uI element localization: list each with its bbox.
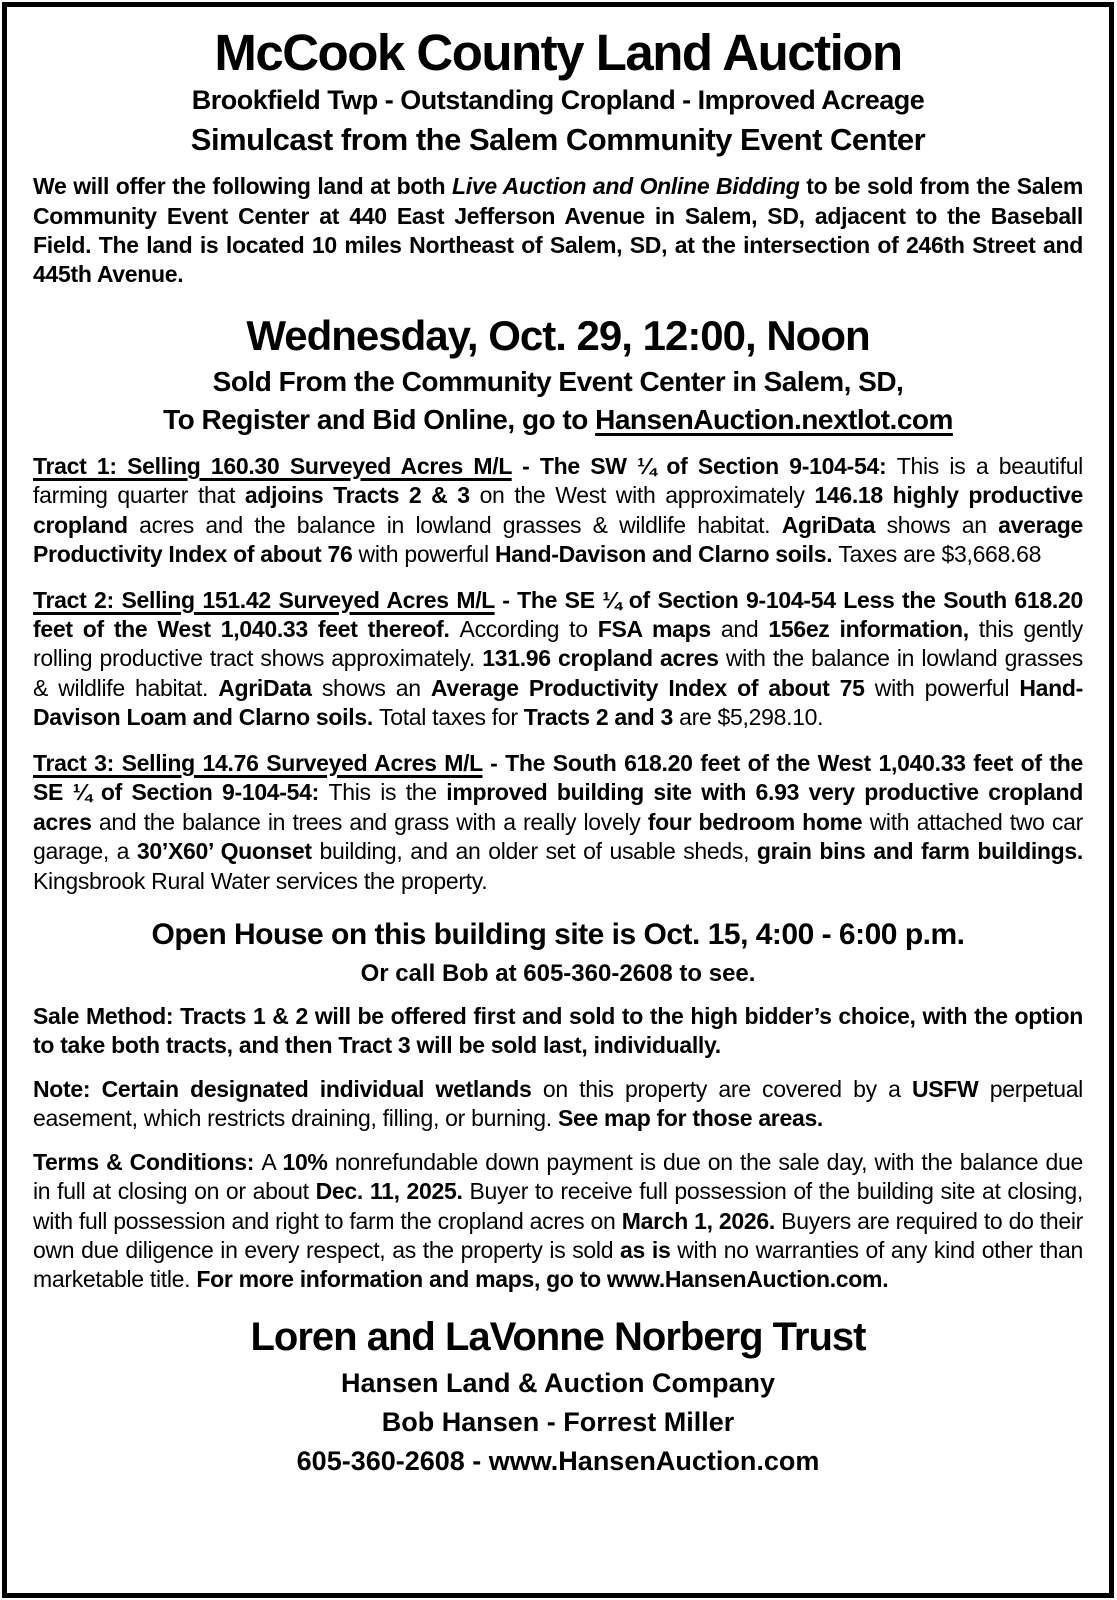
register-line-prefix: To Register and Bid Online, go to (163, 403, 596, 435)
ad-title: McCook County Land Auction (214, 24, 902, 81)
footer-company-name: Hansen Land & Auction Company (340, 1367, 776, 1398)
auction-date-heading: Wednesday, Oct. 29, 12:00, Noon (246, 311, 870, 359)
ad-subtitle-township: Brookfield Twp - Outstanding Cropland - Improved Acreage (191, 85, 925, 116)
ad-subtitle-simulcast: Simulcast from the Salem Community Event Center (190, 122, 926, 158)
wetlands-note-paragraph: Note: Certain designated individual wetlands on this property are covered by a USFW perpetual easement, which restricts draining, filling, or burning. See map for those areas. (33, 1075, 1083, 1132)
register-line (33, 404, 1083, 436)
footer-contact-line: 605-360-2608 - www.HansenAuction.com (296, 1445, 820, 1476)
tract-3-paragraph: Tract 3: Selling 14.76 Surveyed Acres M/L - The South 618.20 feet of the West 1,040.33 feet of the SE ¼ of Section 9-104-54: This is the improved building site with 6.93 very productive cropland acres and the balance in trees and grass with a really lovely four bedroom home with attached two car garage, a 30’X60’ Quonset building, and an older set of usable sheds, grain bins and farm buildings. Kingsbrook Rural Water services the property. (33, 749, 1083, 894)
auction-ad-page (2, 2, 1114, 1598)
intro-paragraph: We will offer the following land at both Live Auction and Online Bidding to be sold from the Salem Community Event Center at 440 East Jefferson Avenue in Salem, SD, adjacent to the Baseball Field. The land is located 10 miles Northeast of Salem, SD, at the intersection of 246th Street and 445th Avenue. (33, 173, 1083, 288)
terms-conditions-paragraph: Terms & Conditions: A 10% nonrefundable down payment is due on the sale day, with the balance due in full at closing on or about Dec. 11, 2025. Buyer to receive full possession of the building site at closing, with full possession and right to farm the cropland acres on March 1, 2026. Buyers are required to do their own due diligence in every respect, as the property is sold as is with no warranties of any kind other than marketable title. For more information and maps, go to www.HansenAuction.com. (33, 1148, 1083, 1293)
open-house-heading: Open House on this building site is Oct. 15, 4:00 - 6:00 p.m. (151, 917, 965, 951)
sold-from-line: Sold From the Community Event Center in Salem, SD, (212, 365, 904, 397)
footer-agent-names: Bob Hansen - Forrest Miller (381, 1406, 735, 1437)
sale-method-paragraph: Sale Method: Tracts 1 & 2 will be offered first and sold to the high bidder’s choice, with the option to take both tracts, and then Tract 3 will be sold last, individually. (33, 1002, 1083, 1059)
open-house-contact-line: Or call Bob at 605-360-2608 to see. (360, 959, 756, 987)
footer-owner-name: Loren and LaVonne Norberg Trust (250, 1314, 866, 1359)
tract-1-paragraph: Tract 1: Selling 160.30 Surveyed Acres M/L - The SW ¼ of Section 9-104-54: This is a beautiful farming quarter that adjoins Tracts 2 & 3 on the West with approximately 146.18 highly productive cropland acres and the balance in lowland grasses & wildlife habitat. AgriData shows an average Productivity Index of about 76 with powerful Hand-Davison and Clarno soils. Taxes are $3,668.68 (33, 452, 1084, 568)
tract-2-paragraph: Tract 2: Selling 151.42 Surveyed Acres M/L - The SE ¼ of Section 9-104-54 Less the South 618.20 feet of the West 1,040.33 feet thereof. According to FSA maps and 156ez information, this gently rolling productive tract shows approximately. 131.96 cropland acres with the balance in lowland grasses & wildlife habitat. AgriData shows an Average Productivity Index of about 75 with powerful Hand-Davison Loam and Clarno soils. Total taxes for Tracts 2 and 3 are $5,298.10. (33, 586, 1084, 731)
register-url-link: HansenAuction.nextlot.com (595, 403, 953, 435)
